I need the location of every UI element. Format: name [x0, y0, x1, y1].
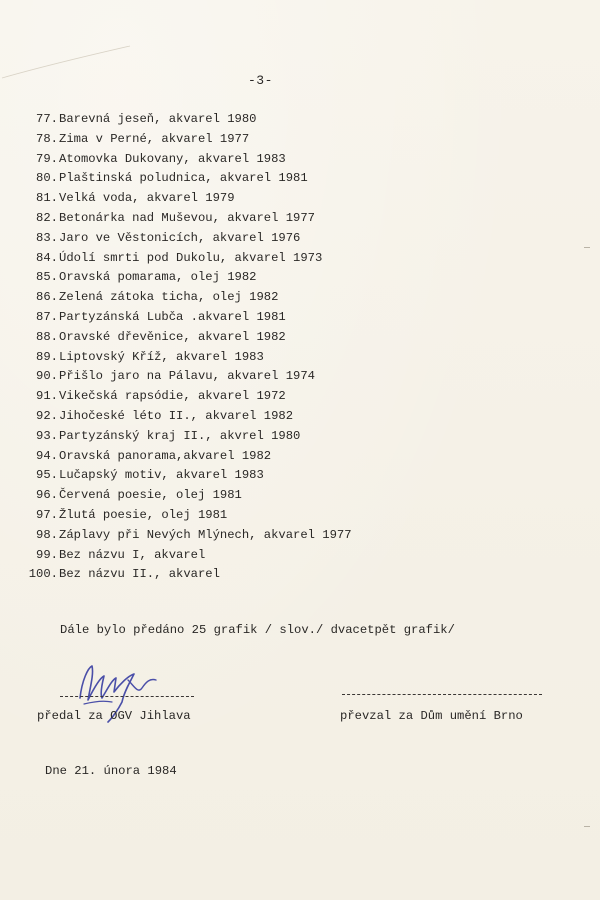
item-number: 92. — [36, 408, 58, 423]
item-text: Lučapský motiv, akvarel 1983 — [59, 468, 264, 483]
item-number: 96. — [36, 488, 58, 503]
list-item — [20, 367, 352, 387]
document-date: Dne 21. února 1984 — [45, 764, 177, 778]
signature-line-left — [60, 696, 194, 697]
list-item — [20, 288, 352, 308]
list-item — [20, 249, 352, 269]
item-number: 90. — [36, 369, 58, 384]
list-item — [20, 130, 352, 150]
item-text: Oravská pomarama, olej 1982 — [59, 270, 257, 285]
list-item — [20, 209, 352, 229]
item-text: Záplavy při Nevých Mlýnech, akvarel 1977 — [59, 527, 352, 542]
item-number: 91. — [36, 389, 58, 404]
item-text: Velká voda, akvarel 1979 — [59, 191, 235, 206]
list-item — [20, 229, 352, 249]
list-item — [20, 150, 352, 170]
item-number: 81. — [36, 191, 58, 206]
item-text: Přišlo jaro na Pálavu, akvarel 1974 — [59, 369, 315, 384]
list-item — [20, 169, 352, 189]
list-item — [20, 308, 352, 328]
item-text: Betonárka nad Muševou, akvarel 1977 — [59, 210, 315, 225]
item-number: 97. — [36, 507, 58, 522]
item-text: Oravské dřevěnice, akvarel 1982 — [59, 329, 286, 344]
list-item — [20, 447, 352, 467]
item-number: 95. — [36, 468, 58, 483]
item-number: 94. — [36, 448, 58, 463]
item-number: 98. — [36, 527, 58, 542]
artwork-list — [20, 110, 352, 585]
item-number: 87. — [36, 309, 58, 324]
item-text: Plaštinská poludnica, akvarel 1981 — [59, 171, 308, 186]
item-text: Jihočeské léto II., akvarel 1982 — [59, 408, 294, 423]
item-number: 79. — [36, 151, 58, 166]
item-text: Atomovka Dukovany, akvarel 1983 — [59, 151, 286, 166]
margin-tick — [584, 247, 590, 248]
item-text: Partyzánská Lubča .akvarel 1981 — [59, 309, 286, 324]
item-text: Zelená zátoka ticha, olej 1982 — [59, 290, 279, 305]
item-text: Partyzánský kraj II., akvrel 1980 — [59, 428, 301, 443]
item-text: Červená poesie, olej 1981 — [59, 488, 242, 503]
item-text: Jaro ve Věstonicích, akvarel 1976 — [59, 230, 301, 245]
list-item — [20, 466, 352, 486]
list-item — [20, 328, 352, 348]
list-item — [20, 565, 352, 585]
item-text: Liptovský Kříž, akvarel 1983 — [59, 349, 264, 364]
list-item — [20, 189, 352, 209]
list-item — [20, 387, 352, 407]
item-text: Vikečská rapsódie, akvarel 1972 — [59, 389, 286, 404]
item-number: 83. — [36, 230, 58, 245]
list-item — [20, 348, 352, 368]
item-number: 77. — [36, 112, 58, 126]
item-text: Bez názvu II., akvarel — [59, 567, 220, 582]
item-number: 88. — [36, 329, 58, 344]
received-label: převzal za Dům umění Brno — [340, 709, 523, 723]
page-number: -3- — [248, 73, 273, 88]
signature-line-right — [342, 694, 542, 695]
list-item — [20, 427, 352, 447]
graphics-note: Dále bylo předáno 25 grafik / slov./ dvacetpět grafik/ — [60, 623, 455, 637]
item-text: Zima v Perné, akvarel 1977 — [59, 131, 250, 146]
margin-tick — [584, 826, 590, 827]
item-text: Žlutá poesie, olej 1981 — [59, 507, 228, 522]
list-item — [20, 506, 352, 526]
item-text: Oravská panorama,akvarel 1982 — [59, 448, 272, 463]
item-number: 80. — [36, 171, 58, 186]
item-number: 89. — [36, 349, 58, 364]
paper-fold-mark — [0, 40, 140, 100]
list-item — [20, 268, 352, 288]
item-number: 99. — [36, 547, 58, 562]
item-number: 78. — [36, 131, 58, 146]
list-item — [20, 526, 352, 546]
handed-over-label: předal za OGV Jihlava — [37, 709, 191, 723]
list-item — [20, 486, 352, 506]
list-item — [20, 546, 352, 566]
item-number: 82. — [36, 210, 58, 225]
item-text: Údolí smrti pod Dukolu, akvarel 1973 — [59, 250, 323, 265]
item-number: 93. — [36, 428, 58, 443]
item-text: Barevná jeseň, akvarel 1980 — [59, 112, 257, 126]
item-number: 100. — [28, 567, 58, 582]
item-number: 86. — [36, 290, 58, 305]
item-number: 85. — [36, 270, 58, 285]
list-item — [20, 110, 352, 130]
item-number: 84. — [36, 250, 58, 265]
list-item — [20, 407, 352, 427]
item-text: Bez názvu I, akvarel — [59, 547, 206, 562]
